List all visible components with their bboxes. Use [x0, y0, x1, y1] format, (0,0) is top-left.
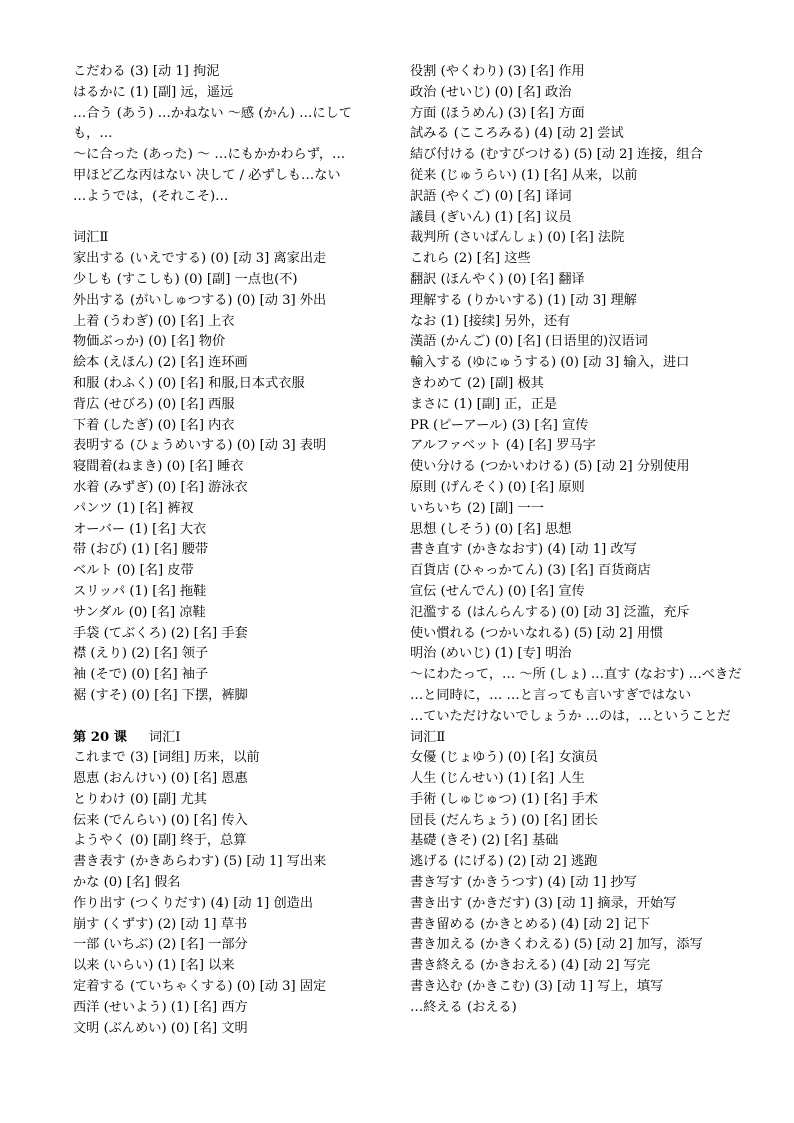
vocab-entry: 絵本 (えほん) (2) [名] 连环画 [73, 355, 248, 371]
vocab-entry: とりわけ (0) [副] 尤其 [73, 791, 207, 807]
vocab-block [410, 62, 760, 728]
vocab-entry: 役割 (やくわり) (3) [名] 作用 [410, 64, 585, 79]
vocab-entry: サンダル (0) [名] 凉鞋 [73, 604, 206, 620]
vocab-entry: 原則 (げんそく) (0) [名] 原则 [410, 479, 585, 495]
vocab-entry: 寝間着(ねまき) (0) [名] 睡衣 [73, 459, 244, 475]
vocab-entry: これまで (3) [词组] 历来，以前 [73, 750, 260, 766]
vocab-entry: 女優 (じょゆう) (0) [名] 女演员 [410, 750, 598, 766]
vocab-entry: スリッパ (1) [名] 拖鞋 [73, 583, 207, 599]
vocab-block [73, 62, 383, 208]
vocab-entry: こだわる (3) [动 1] 拘泥 [73, 64, 220, 79]
grammar-pattern: …と同時に，… …と言っても言いすぎではない [410, 687, 692, 703]
vocab-entry: 袖 (そで) (0) [名] 袖子 [73, 667, 209, 683]
right-column [410, 62, 760, 1019]
vocab-entry: 崩す (くずす) (2) [动 1] 草书 [73, 916, 248, 932]
vocab-entry: 伝来 (でんらい) (0) [名] 传入 [73, 812, 248, 828]
vocab-entry: オーバー (1) [名] 大衣 [73, 521, 207, 537]
vocab-entry: 使い分ける (つかいわける) (5) [动 2] 分别使用 [410, 459, 690, 475]
grammar-pattern: …ていただけないでしょうか …のは，…ということだ [410, 708, 731, 724]
spacer [73, 707, 383, 728]
vocab-entry: 背広 (せびろ) (0) [名] 西服 [73, 396, 235, 412]
vocab-entry: 百貨店 (ひゃっかてん) (3) [名] 百货商店 [410, 563, 651, 579]
vocab-entry: 使い慣れる (つかいなれる) (5) [动 2] 用惯 [410, 625, 664, 641]
vocab-entry: 書き表す (かきあらわす) (5) [动 1] 写出来 [73, 854, 327, 870]
vocab-entry: 作り出す (つくりだす) (4) [动 1] 创造出 [73, 895, 314, 911]
spacer [73, 208, 383, 229]
vocab-entry: …終える (おえる) [410, 999, 517, 1015]
vocab-entry: 西洋 (せいよう) (1) [名] 西方 [73, 999, 248, 1015]
vocab-entry: 物価ぶっか) (0) [名] 物价 [73, 334, 226, 350]
vocab-entry: 書き写す (かきうつす) (4) [动 1] 抄写 [410, 875, 637, 891]
lesson-heading [73, 728, 383, 749]
vocab-entry: 恩恵 (おんけい) (0) [名] 恩惠 [73, 771, 248, 787]
vocab-entry: 輸入する (ゆにゅうする) (0) [动 3] 输入，进口 [410, 355, 690, 371]
vocab-entry: 政治 (せいじ) (0) [名] 政治 [410, 84, 572, 100]
vocab-entry: 書き加える (かきくわえる) (5) [动 2] 加写，添写 [410, 937, 703, 953]
vocab-entry: PR (ピーアール) (3) [名] 宣传 [410, 417, 589, 433]
lesson-number: 第 20 课 [73, 729, 127, 745]
vocab-entry: 書き出す (かきだす) (3) [动 1] 摘录，开始写 [410, 895, 677, 911]
vocab-entry: アルファベット (4) [名] 罗马字 [410, 438, 596, 454]
vocab-entry: 手術 (しゅじゅつ) (1) [名] 手术 [410, 791, 598, 807]
vocab-entry: 逃げる (にげる) (2) [动 2] 逃跑 [410, 854, 598, 870]
vocab-entry: 定着する (ていちゃくする) (0) [动 3] 固定 [73, 979, 327, 995]
vocab-entry: ベルト (0) [名] 皮带 [73, 563, 194, 579]
vocab-entry: かな (0) [名] 假名 [73, 875, 181, 891]
vocab-entry: 襟 (えり) (2) [名] 领子 [73, 646, 209, 662]
vocab-entry: 家出する (いえでする) (0) [动 3] 离家出走 [73, 251, 327, 267]
vocab-entry: ようやく (0) [副] 终于，总算 [73, 833, 247, 849]
grammar-pattern: ～に合った (あった) ～ …にもかかわらず，… [73, 147, 346, 163]
vocab-entry: 裁判所 (さいばんしょ) (0) [名] 法院 [410, 230, 625, 246]
vocab-entry: 上着 (うわぎ) (0) [名] 上衣 [73, 313, 235, 329]
vocab-entry: これら (2) [名] 这些 [410, 251, 531, 267]
vocab-entry: 結び付ける (むすびつける) (5) [动 2] 连接，组合 [410, 147, 703, 163]
vocab-entry: 訳語 (やくご) (0) [名] 译词 [410, 188, 572, 204]
vocab-entry: いちいち (2) [副] 一一 [410, 500, 544, 516]
vocab-entry: 下着 (したぎ) (0) [名] 内衣 [73, 417, 235, 433]
vocab-entry: 氾濫する (はんらんする) (0) [动 3] 泛滥，充斥 [410, 604, 690, 620]
vocab-block [410, 748, 760, 1018]
grammar-pattern: …ようでは，(それこそ)… [73, 188, 229, 204]
vocab-entry: なお (1) [接续] 另外，还有 [410, 313, 571, 329]
grammar-pattern: …合う (あう) …かねない ～感 (かん) …にしても，… [73, 105, 352, 142]
vocab-entry: 基礎 (きそ) (2) [名] 基础 [410, 833, 559, 849]
section-heading: 词汇Ⅰ [148, 729, 181, 745]
vocab-entry: 書き直す (かきなおす) (4) [动 1] 改写 [410, 542, 637, 558]
section-heading: 词汇Ⅱ [73, 230, 109, 246]
vocab-entry: 和服 (わふく) (0) [名] 和服,日本式衣服 [73, 375, 305, 391]
vocab-entry: 明治 (めいじ) (1) [专] 明治 [410, 646, 572, 662]
grammar-pattern: ～にわたって，… ～所 (しょ) …直す (なおす) …べきだ [410, 667, 742, 683]
vocab-entry: まさに (1) [副] 正，正是 [410, 396, 558, 412]
grammar-pattern: 甲ほど乙な丙はない 决して / 必ずしも…ない [73, 167, 341, 183]
vocab-entry: 書き込む (かきこむ) (3) [动 1] 写上，填写 [410, 979, 664, 995]
vocab-entry: 思想 (しそう) (0) [名] 思想 [410, 521, 572, 537]
vocab-entry: 方面 (ほうめん) (3) [名] 方面 [410, 105, 585, 121]
vocab-entry: きわめて (2) [副] 极其 [410, 375, 544, 391]
vocab-entry: 外出する (がいしゅつする) (0) [动 3] 外出 [73, 292, 327, 308]
vocab-entry: 水着 (みずぎ) (0) [名] 游泳衣 [73, 479, 248, 495]
vocab-entry: 帯 (おび) (1) [名] 腰带 [73, 542, 209, 558]
vocab-entry: 裾 (すそ) (0) [名] 下摆，裤脚 [73, 687, 248, 703]
vocab-entry: 従来 (じゅうらい) (1) [名] 从来，以前 [410, 167, 638, 183]
vocab-entry: 漢語 (かんご) (0) [名] (日语里的)汉语词 [410, 334, 648, 350]
vocab-entry: 文明 (ぶんめい) (0) [名] 文明 [73, 1020, 248, 1036]
vocab-entry: 手袋 (てぶくろ) (2) [名] 手套 [73, 625, 248, 641]
left-column [73, 62, 383, 1039]
vocab-entry: 一部 (いちぶ) (2) [名] 一部分 [73, 937, 248, 953]
vocab-entry: はるかに (1) [副] 远，遥远 [73, 84, 234, 100]
vocab-entry: パンツ (1) [名] 裤衩 [73, 500, 194, 516]
vocab-block [73, 748, 383, 1039]
vocab-entry: 人生 (じんせい) (1) [名] 人生 [410, 771, 585, 787]
vocab-entry: 理解する (りかいする) (1) [动 3] 理解 [410, 292, 637, 308]
vocab-entry: 少しも (すこしも) (0) [副] 一点也(不) [73, 271, 298, 287]
vocab-entry: 書き留める (かきとめる) (4) [动 2] 记下 [410, 916, 651, 932]
vocab-entry: 表明する (ひょうめいする) (0) [动 3] 表明 [73, 438, 327, 454]
vocab-entry: 議員 (ぎいん) (1) [名] 议员 [410, 209, 572, 225]
vocab-entry: 試みる (こころみる) (4) [动 2] 尝试 [410, 126, 624, 142]
vocab-entry: 翻訳 (ほんやく) (0) [名] 翻译 [410, 271, 585, 287]
vocab-entry: 団長 (だんちょう) (0) [名] 团长 [410, 812, 598, 828]
vocab-entry: 以来 (いらい) (1) [名] 以来 [73, 958, 235, 974]
vocab-entry: 書き終える (かきおえる) (4) [动 2] 写完 [410, 958, 651, 974]
section-heading: 词汇Ⅱ [410, 729, 446, 745]
vocab-entry: 宣伝 (せんでん) (0) [名] 宣传 [410, 583, 585, 599]
vocab-block [73, 249, 383, 707]
